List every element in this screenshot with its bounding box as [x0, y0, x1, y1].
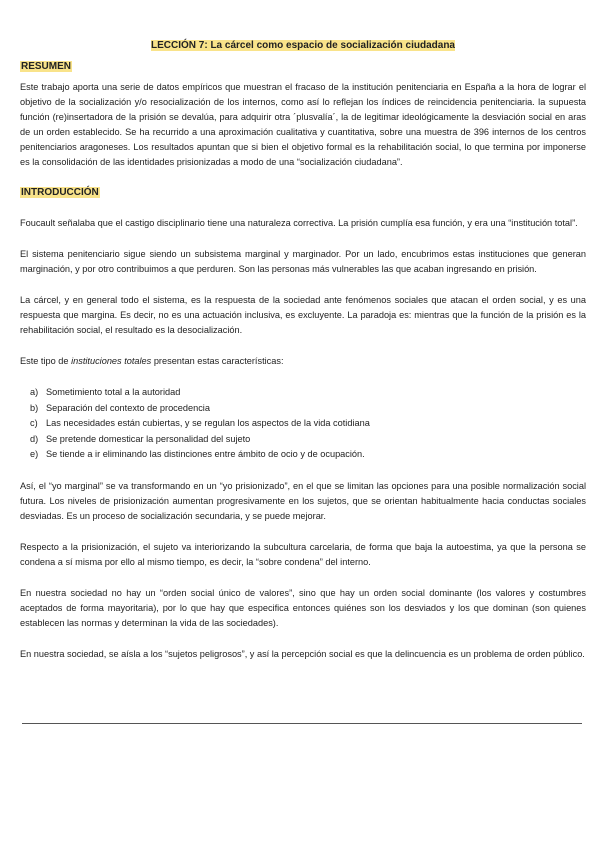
list-item — [20, 432, 586, 448]
list-item — [20, 401, 586, 417]
list-item-text: Sometimiento total a la autoridad — [46, 387, 181, 397]
list-item-text: Separación del contexto de procedencia — [46, 402, 210, 413]
lesson-title-text: LECCIÓN 7: La cárcel como espacio de socialización ciudadana — [151, 40, 455, 51]
document-page — [20, 40, 586, 662]
intro-paragraph-8: En nuestra sociedad, se aísla a los “sujetos peligrosos”, y así la percepción social es que la delincuencia es un problema de orden público. — [20, 648, 585, 659]
introduccion-section — [20, 182, 586, 662]
resumen-section — [20, 56, 586, 170]
intro-paragraph-1: Foucault señalaba que el castigo disciplinario tiene una naturaleza correctiva. La prisión cumplía esa función, y era una “institución total”. — [20, 218, 578, 228]
list-marker: a) — [30, 387, 39, 397]
list-marker: d) — [30, 433, 39, 444]
intro-paragraph-6: Respecto a la prisionización, el sujeto va interiorizando la subcultura carcelaria, de forma que baja la autoestima, ya que la persona se condena a sí misma por ello al mismo tiempo, es decir, la “sobre condena” del interno. — [20, 541, 586, 567]
intro-paragraph-5: Así, el “yo marginal” se va transformando en un “yo prisionizado”, en el que se limitan las opciones para una posible normalización social futura. Los niveles de prisionización aumentan progresivamente en los sujetos, que se orientan habitualmente hacia conductas sociales desviadas. Es un proceso de socialización secundaria, y se puede mejorar. — [20, 480, 586, 521]
p4-lead: Este tipo de — [20, 356, 72, 366]
list-item-text: Las necesidades están cubiertas, y se regulan los aspectos de la vida cotidiana — [46, 418, 370, 428]
resumen-paragraph: Este trabajo aporta una serie de datos empíricos que muestran el fracaso de la institución penitenciaria en España a la hora de lograr el objetivo de la socialización y/o resocialización de los internos, como así lo reflejan los índices de reincidencia penitenciaria. la supuesta función (re)insertadora de la prisión se devalúa, para adquirir otra ´plusvalía´, la de legitimar ideológicamente la desviación social en aras de un orden establecido. Se ha recurrido a una aproximación cualitativa y cuantitativa, sobre una muestra de 396 internos de los centros penitenciarios aragoneses. Los resultados apuntan que si bien el objetivo formal es la rehabilitación social, lo que termina por imponerse es la consolidación de las identidades prisionizadas a modo de una “socialización ciudadana”. — [20, 82, 586, 167]
introduccion-heading: INTRODUCCIÓN — [21, 187, 99, 198]
list-item-text: Se tiende a ir eliminando las distinciones entre ámbito de ocio y de ocupación. — [46, 449, 365, 459]
list-item — [20, 447, 586, 463]
intro-paragraph-3: La cárcel, y en general todo el sistema, es la respuesta de la sociedad ante fenómenos sociales que atacan el orden social, y es una respuesta que margina. Es decir, no es una actuación inclusiva, es excluyente. La paradoja es: mientras que la función de la prisión es la rehabilitación social, el resultado es la desocialización. — [20, 295, 586, 335]
list-marker: e) — [30, 449, 39, 459]
characteristics-list — [20, 385, 586, 463]
list-marker: b) — [30, 402, 39, 413]
lesson-title — [20, 40, 586, 51]
horizontal-divider — [22, 723, 582, 724]
p4-tail: presentan estas características: — [151, 356, 284, 366]
resumen-heading: RESUMEN — [21, 61, 72, 72]
list-item — [20, 385, 586, 401]
intro-paragraph-7: En nuestra sociedad no hay un “orden social único de valores”, sino que hay un orden social dominante (los valores y costumbres aceptados de forma mayoritaria), por lo que hay que especifica entonces quiénes son los desviados y los que dominan (son quienes establecen las normas y determinan la vida de las sociedades). — [20, 587, 586, 628]
p4-emphasis: instituciones totales — [71, 356, 152, 366]
intro-paragraph-4 — [20, 354, 586, 369]
list-item — [20, 416, 586, 432]
list-marker: c) — [30, 418, 38, 428]
intro-paragraph-2: El sistema penitenciario sigue siendo un subsistema marginal y marginador. Por un lado, encubrimos estas instituciones que generan marginación, y por otro contribuimos a que perduren. Son las personas más vulnerables las que acaban ingresando en prisión. — [20, 249, 586, 274]
list-item-text: Se pretende domesticar la personalidad del sujeto — [46, 433, 251, 444]
